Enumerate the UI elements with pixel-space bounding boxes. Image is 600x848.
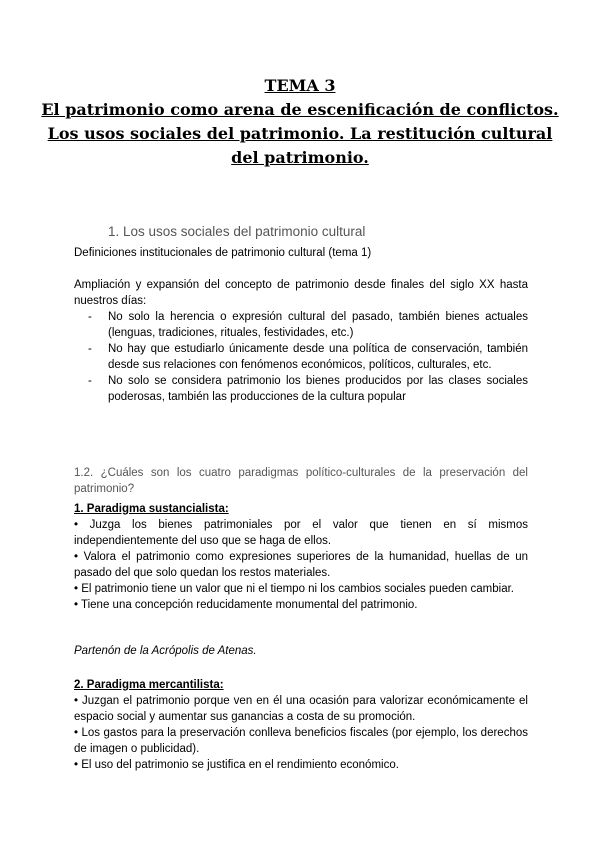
intro-paragraph: Ampliación y expansión del concepto de patrimonio desde finales del siglo XX hasta nuestros días: — [74, 279, 528, 307]
definitions-line: Definiciones institucionales de patrimonio cultural (tema 1) — [74, 247, 372, 259]
document-title — [0, 74, 600, 170]
title-line-2: Los usos sociales del patrimonio. La restitución cultural — [47, 124, 553, 143]
bullet-item: • Juzgan el patrimonio porque ven en él una ocasión para valorizar económicamente el espacio social y aumentar sus ganancias a costa de su promoción. — [74, 695, 528, 723]
paradigm-2-bullets — [74, 693, 528, 773]
title-line-3: del patrimonio. — [231, 148, 369, 167]
dash-marker: - — [88, 311, 92, 323]
dash-marker: - — [88, 343, 92, 355]
paradigm-2-heading: 2. Paradigma mercantilista: — [74, 679, 224, 691]
bullet-item: • Tiene una concepción reducidamente monumental del patrimonio. — [74, 599, 418, 611]
bullet-item: • Valora el patrimonio como expresiones superiores de la humanidad, huellas de un pasado del que solo quedan los restos materiales. — [74, 551, 528, 579]
bullet-item: • El uso del patrimonio se justifica en el rendimiento económico. — [74, 759, 399, 771]
bullet-item: • El patrimonio tiene un valor que ni el tiempo ni los cambios sociales pueden cambiar. — [74, 583, 514, 595]
list-item — [74, 373, 528, 405]
section-1-2-question: 1.2. ¿Cuáles son los cuatro paradigmas político-culturales de la preservación del patrimonio? — [74, 467, 528, 495]
section-1-heading: 1. Los usos sociales del patrimonio cultural — [108, 224, 366, 239]
title-tema: TEMA 3 — [264, 76, 336, 95]
dash-marker: - — [88, 375, 92, 387]
list-item-text: No solo la herencia o expresión cultural del pasado, también bienes actuales (lenguas, tradiciones, rituales, festividades, etc.) — [108, 311, 528, 339]
list-item-text: No solo se considera patrimonio los bienes producidos por las clases sociales poderosas, también las producciones de la cultura popular — [108, 375, 528, 403]
list-item — [74, 309, 528, 341]
paradigm-1-heading: 1. Paradigma sustancialista: — [74, 503, 229, 515]
paradigm-1-example: Partenón de la Acrópolis de Atenas. — [74, 645, 257, 657]
list-item — [74, 341, 528, 373]
dash-list — [74, 309, 528, 405]
bullet-item: • Los gastos para la preservación conlleva beneficios fiscales (por ejemplo, los derechos de imagen o publicidad). — [74, 727, 528, 755]
bullet-item: • Juzga los bienes patrimoniales por el valor que tienen en sí mismos independientemente del uso que se haga de ellos. — [74, 519, 528, 547]
paradigm-1-bullets — [74, 517, 528, 613]
list-item-text: No hay que estudiarlo únicamente desde una política de conservación, también desde sus relaciones con fenómenos económicos, políticos, culturales, etc. — [108, 343, 528, 371]
title-line-1: El patrimonio como arena de escenificación de conflictos. — [41, 100, 559, 119]
